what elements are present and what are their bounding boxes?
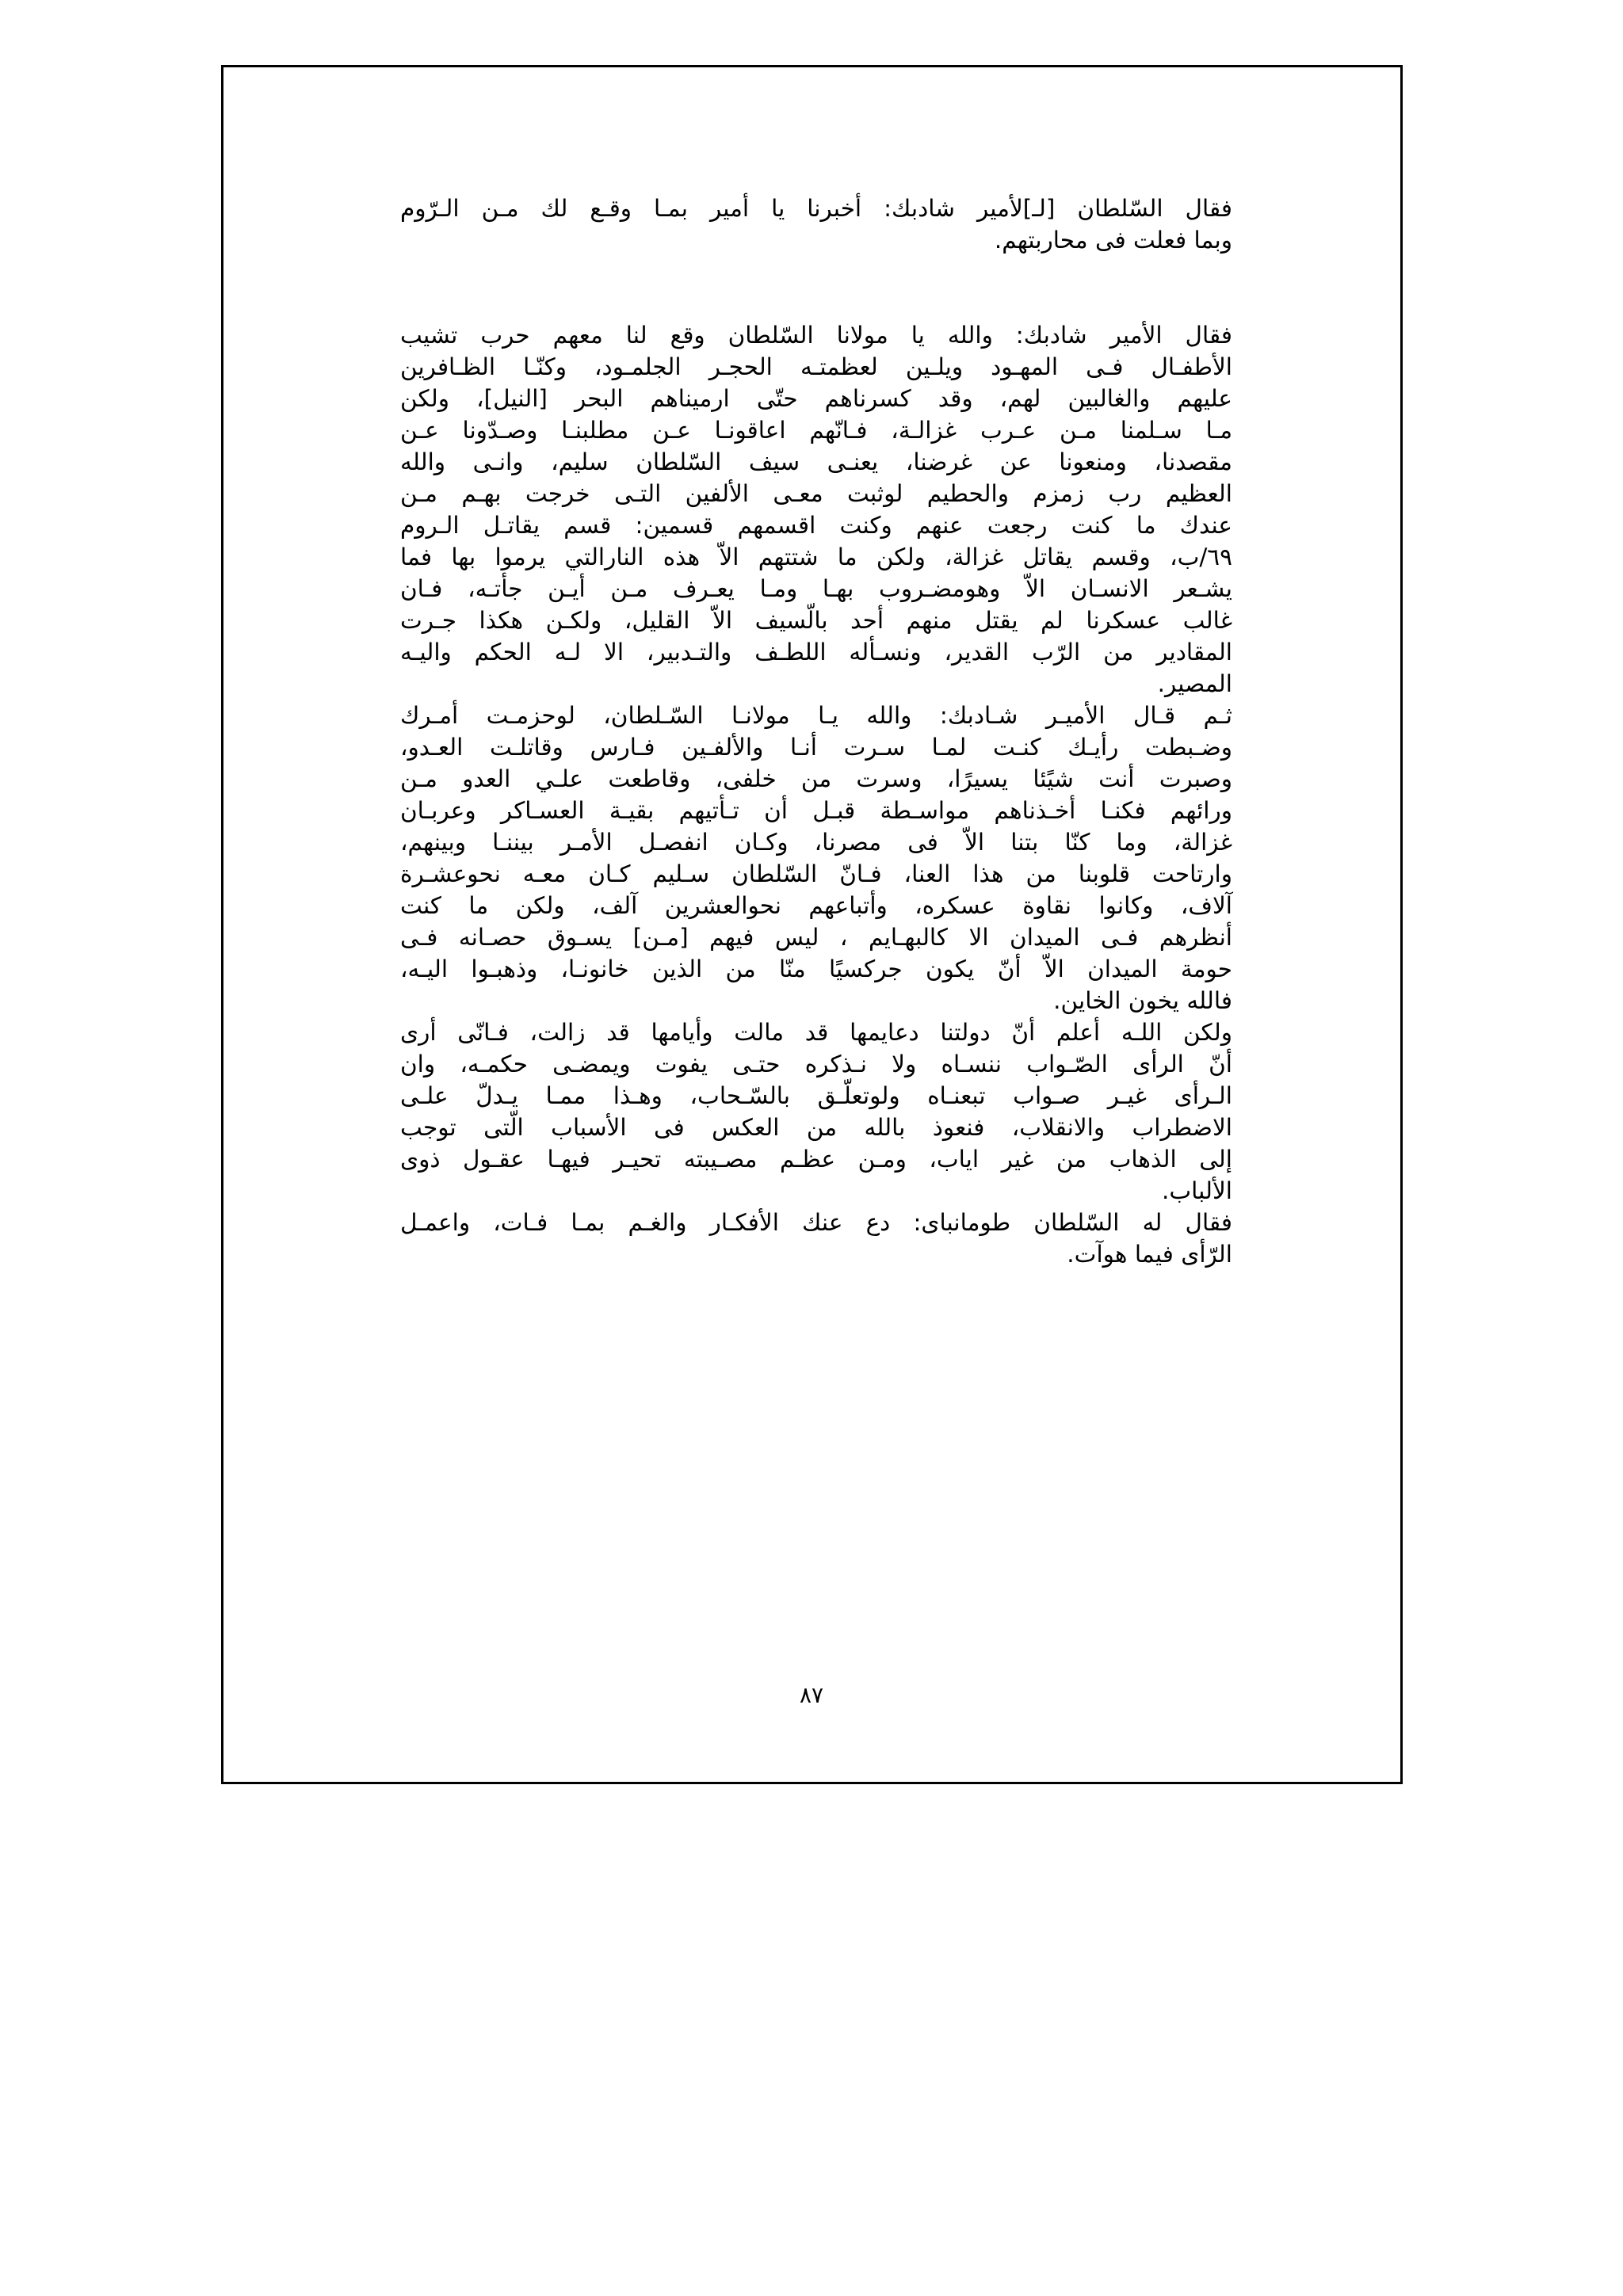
text-line: الألباب. (1161, 1177, 1232, 1204)
text-line: وضـبطت رأيـك كنـت لمـا سـرت أنـا والألفـين فـارس وقاتلـت العـدو، (400, 734, 1232, 761)
text-line: فقال له السّلطان طومانباى: دع عنك الأفكـار والغـم بمـا فـات، واعمـل (400, 1209, 1232, 1236)
text-line: مقصدنا، ومنعونا عن غرضنا، يعنـى سيف السّلطان سليم، وانـى والله (400, 448, 1232, 475)
text-line: ٦٩/ب، وقسم يقاتل غزالة، ولكن ما شتتهم الاّ هذه النارالتي يرموا بها فما (400, 543, 1232, 570)
text-line: مـا سـلمنا مـن عـرب غزالـة، فـانّهم اعاقونـا عـن مطلبنـا وصـدّونا عـن (400, 417, 1232, 444)
paragraph (400, 1016, 1232, 1207)
text-line: فالله يخون الخاين. (1053, 987, 1232, 1014)
text-line: يشـعر الانسـان الاّ وهومضـروب بهـا ومـا يعـرف مـن أيـن جأتـه، فـان (400, 575, 1232, 602)
text-line: ورائهم فكنـا أخـذناهم مواسـطة قبـل أن تـأتيهم بقيـة العسـاكر وعربـان (400, 797, 1232, 824)
text-line: وبما فعلت فى محاربتهم. (994, 227, 1232, 254)
text-line: ثـم قـال الأميـر شـادبك: والله يـا مولانـا السّـلطان، لوحزمـت أمـرك (400, 702, 1232, 729)
text-line: أنّ الرأى الصّـواب ننسـاه ولا نـذكره حتـى يفوت ويمضـى حكمـه، وان (400, 1051, 1232, 1077)
paragraph (400, 319, 1232, 700)
paragraph (400, 193, 1232, 256)
text-line: ولكن اللـه أعلم أنّ دولتنا دعايمها قد مالت وأيامها قد زالت، فـانّى أرى (400, 1019, 1232, 1046)
text-line: أنظرهم فـى الميدان الا كالبهـايم ، ليس فيهم [مـن] يسـوق حصـانه فـى (400, 924, 1232, 951)
text-line: فقال الأمير شادبك: والله يا مولانا السّلطان وقع لنا معهم حرب تشيب (400, 322, 1232, 349)
text-line: عندك ما كنت رجعت عنهم وكنت اقسمهم قسمين: قسم يقاتـل الـروم (400, 512, 1232, 539)
paragraph-gap (400, 256, 1232, 319)
text-line: حومة الميدان الاّ أنّ يكون جركسيًا منّا من الذين خانونـا، وذهبـوا اليـه، (400, 955, 1232, 982)
text-line: وارتاحت قلوبنا من هذا العنا، فـانّ السّلطان سـليم كـان معـه نحوعشـرة (400, 860, 1232, 887)
text-line: الـرأى غيـر صـواب تبعنـاه ولوتعلّـق بالسّـحاب، وهـذا ممـا يـدلّ علـى (400, 1082, 1232, 1109)
text-line: العظيم رب زمزم والحطيم لوثبت معـى الألفين التـى خرجت بهـم مـن (400, 480, 1232, 507)
text-line: آلاف، وكانوا نقاوة عسكره، وأتباعهم نحوالعشرين آلف، ولكن ما كنت (400, 892, 1232, 919)
text-line: المقادير من الرّب القدير، ونسـأله اللطـف والتـدبير، الا لـه الحكم واليـه (400, 639, 1232, 666)
text-line: فقال السّلطان [لـ]لأمير شادبك: أخبرنا يا أمير بمـا وقـع لك مـن الـرّوم (400, 195, 1232, 222)
text-line: غزالة، وما كنّا بتنا الاّ فى مصرنا، وكـان انفصـل الأمـر بيننـا وبينهم، (400, 829, 1232, 856)
body-text (400, 193, 1232, 1270)
text-line: الاضطراب والانقلاب، فنعوذ بالله من العكس فى الأسباب الّتى توجب (400, 1114, 1232, 1141)
text-line: إلى الذهاب من غير اياب، ومـن عظـم مصـيبته تحيـر فيهـا عقـول ذوى (400, 1146, 1232, 1173)
text-line: غالب عسكرنا لم يقتل منهم أحد بالّسيف الاّ القليل، ولكـن هكذا جـرت (400, 607, 1232, 634)
paragraph (400, 700, 1232, 1016)
text-line: الأطفـال فـى المهـود ويلـين لعظمتـه الحجـر الجلمـود، وكنّـا الظـافرين (400, 353, 1232, 380)
page-number: ٨٧ (799, 1682, 824, 1708)
paragraph (400, 1207, 1232, 1270)
text-line: الرّأى فيما هوآت. (1067, 1241, 1232, 1268)
text-line: المصير. (1157, 670, 1232, 697)
text-line: وصبرت أنت شيًئا يسيرًا، وسرت من خلفى، وقاطعت علـي العدو مـن (400, 765, 1232, 792)
text-line: عليهم والغالبين لهم، وقد كسرناهم حتّى ارميناهم البحر [النيل]، ولكن (400, 385, 1232, 412)
